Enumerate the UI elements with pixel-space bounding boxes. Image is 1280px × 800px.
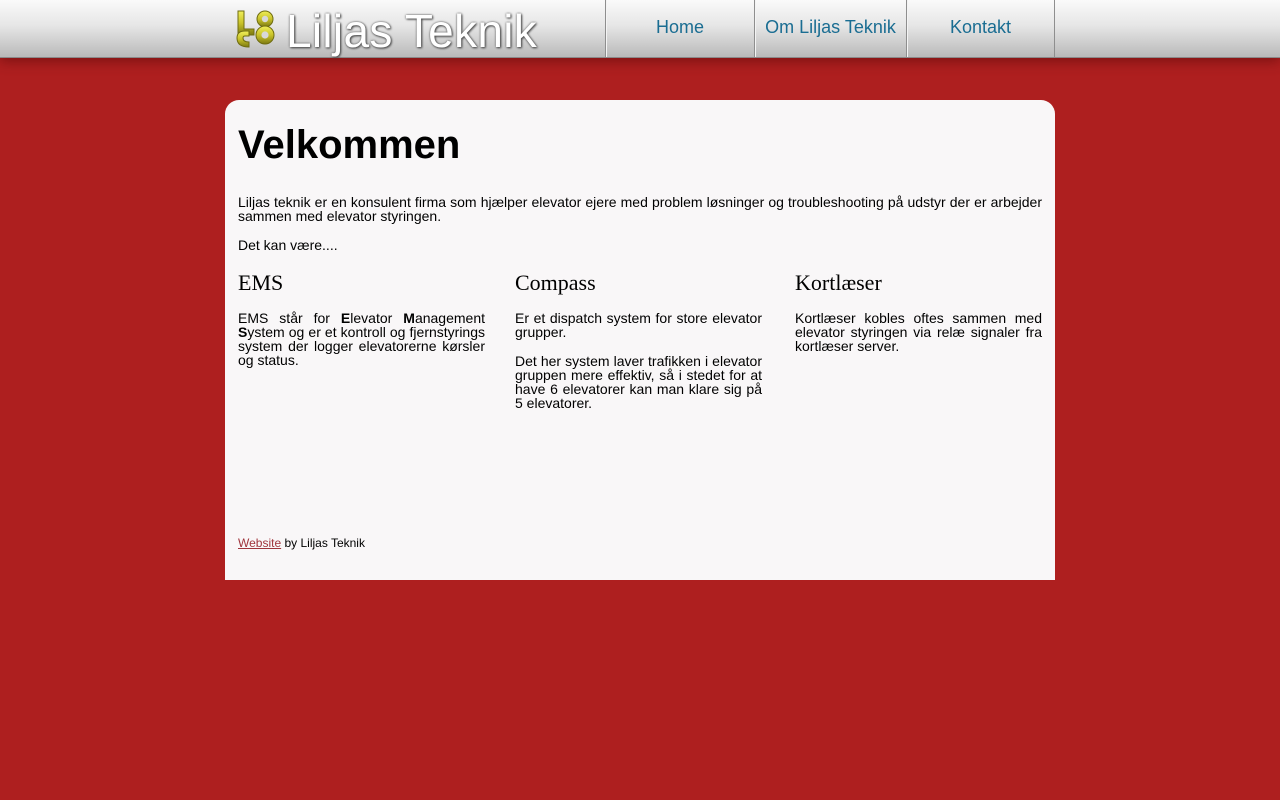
footer-credit: by Liljas Teknik: [281, 536, 365, 550]
main-nav: [605, 0, 1055, 57]
ems-heading: EMS: [238, 270, 284, 295]
nav-home[interactable]: Home: [605, 0, 754, 57]
column-compass: [515, 270, 762, 410]
top-navigation-bar: [0, 0, 1280, 58]
compass-heading: Compass: [515, 270, 596, 295]
ems-text: EMS står for Elevator Management System og er et kontroll og fjernstyrings system der logger elevatorerne kørsler og status.: [238, 310, 485, 368]
site-title[interactable]: Liljas Teknik: [286, 5, 538, 57]
nav-om-liljas-teknik[interactable]: Om Liljas Teknik: [754, 0, 906, 57]
compass-text-2: Det her system laver trafikken i elevator gruppen mere effektiv, så i stedet for at have 6 elevatorer kan man klare sig på 5 elevatorer.: [515, 353, 762, 411]
content-panel: [225, 100, 1055, 580]
nav-kontakt[interactable]: Kontakt: [906, 0, 1055, 57]
kortlaeser-heading: Kortlæser: [795, 270, 882, 295]
compass-text-1: Er et dispatch system for store elevator grupper.: [515, 310, 762, 340]
column-ems: [238, 270, 485, 367]
page-title: Velkommen: [238, 123, 461, 167]
lt-monogram-logo-icon[interactable]: [234, 8, 278, 48]
intro-text: Liljas teknik er en konsulent firma som hjælper elevator ejere med problem løsninger og troubleshooting på udstyr der er arbejder sammen med elevator styringen.: [238, 194, 1042, 224]
footer: [238, 536, 365, 550]
kortlaeser-text: Kortlæser kobles oftes sammen med elevator styringen via relæ signaler fra kortlæser server.: [795, 310, 1042, 354]
website-link[interactable]: Website: [238, 536, 282, 550]
sub-intro-text: Det kan være....: [238, 237, 338, 253]
column-kortlaeser: [795, 270, 1042, 353]
